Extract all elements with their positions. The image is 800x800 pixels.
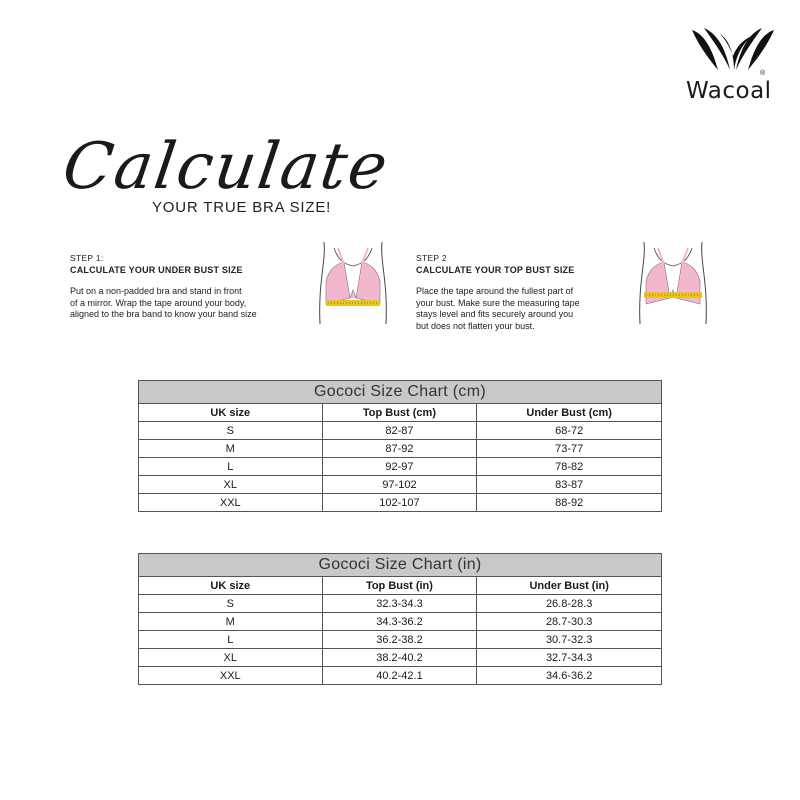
table-row xyxy=(139,667,662,685)
step-1 xyxy=(70,252,310,321)
step-2-line: stays level and fits securely around you xyxy=(416,309,574,319)
table-row xyxy=(139,476,662,494)
cell-top-bust: 102-107 xyxy=(322,494,477,512)
cell-under-bust: 32.7-34.3 xyxy=(477,649,662,667)
cell-uk-size: S xyxy=(139,595,323,613)
cell-uk-size: XL xyxy=(139,649,323,667)
cell-uk-size: XL xyxy=(139,476,323,494)
cell-top-bust: 97-102 xyxy=(322,476,477,494)
cell-top-bust: 34.3-36.2 xyxy=(322,613,477,631)
column-header: Top Bust (in) xyxy=(322,577,477,595)
cell-top-bust: 92-97 xyxy=(322,458,477,476)
step-2 xyxy=(416,252,616,332)
cell-under-bust: 73-77 xyxy=(477,440,662,458)
cell-uk-size: M xyxy=(139,613,323,631)
registered-mark: ® xyxy=(760,70,766,77)
wacoal-logo xyxy=(676,26,780,106)
column-header: UK size xyxy=(139,577,323,595)
wacoal-wing-icon xyxy=(690,26,776,72)
cell-top-bust: 36.2-38.2 xyxy=(322,631,477,649)
column-header: Under Bust (in) xyxy=(477,577,662,595)
cell-uk-size: M xyxy=(139,440,323,458)
step-1-line: aligned to the bra band to know your band size xyxy=(70,309,257,319)
step-2-label: STEP 2 xyxy=(416,253,447,263)
table-row xyxy=(139,422,662,440)
cell-top-bust: 32.3-34.3 xyxy=(322,595,477,613)
table-title: Gococi Size Chart (in) xyxy=(139,554,662,577)
step-2-line: your bust. Make sure the measuring tape xyxy=(416,297,580,308)
cell-under-bust: 26.8-28.3 xyxy=(477,595,662,613)
under-bust-illustration xyxy=(314,242,392,324)
column-header: Under Bust (cm) xyxy=(477,404,662,422)
step-2-line: Place the tape around the fullest part of xyxy=(416,286,574,296)
table-row xyxy=(139,595,662,613)
cell-uk-size: S xyxy=(139,422,323,440)
cell-top-bust: 82-87 xyxy=(322,422,477,440)
cell-top-bust: 38.2-40.2 xyxy=(322,649,477,667)
column-header: Top Bust (cm) xyxy=(322,404,477,422)
table-row xyxy=(139,631,662,649)
cell-uk-size: L xyxy=(139,458,323,476)
script-title-text: Calculate xyxy=(58,129,394,204)
cell-uk-size: XXL xyxy=(139,667,323,685)
cell-under-bust: 78-82 xyxy=(477,458,662,476)
cell-top-bust: 87-92 xyxy=(322,440,477,458)
step-1-line: of a mirror. Wrap the tape around your body, xyxy=(70,297,247,308)
table-row xyxy=(139,494,662,512)
step-2-line: but does not flatten your bust. xyxy=(416,320,535,331)
size-chart-cm xyxy=(138,380,662,512)
step-1-heading: CALCULATE YOUR UNDER BUST SIZE xyxy=(70,265,243,275)
step-2-heading: CALCULATE YOUR TOP BUST SIZE xyxy=(416,265,575,275)
step-1-label: STEP 1: xyxy=(70,253,104,263)
top-bust-illustration xyxy=(634,242,712,324)
subtitle: YOUR TRUE BRA SIZE! xyxy=(152,199,332,216)
cell-under-bust: 28.7-30.3 xyxy=(477,613,662,631)
cell-uk-size: L xyxy=(139,631,323,649)
table-row xyxy=(139,458,662,476)
cell-top-bust: 40.2-42.1 xyxy=(322,667,477,685)
size-chart-in xyxy=(138,553,662,685)
table-row xyxy=(139,649,662,667)
table-row xyxy=(139,613,662,631)
step-1-line: Put on a non-padded bra and stand in front xyxy=(70,286,242,296)
cell-under-bust: 88-92 xyxy=(477,494,662,512)
cell-under-bust: 30.7-32.3 xyxy=(477,631,662,649)
cell-under-bust: 68-72 xyxy=(477,422,662,440)
brand-name: Wacoal xyxy=(686,78,772,104)
cell-under-bust: 34.6-36.2 xyxy=(477,667,662,685)
table-title: Gococi Size Chart (cm) xyxy=(139,381,662,404)
cell-uk-size: XXL xyxy=(139,494,323,512)
table-row xyxy=(139,440,662,458)
column-header: UK size xyxy=(139,404,323,422)
cell-under-bust: 83-87 xyxy=(477,476,662,494)
